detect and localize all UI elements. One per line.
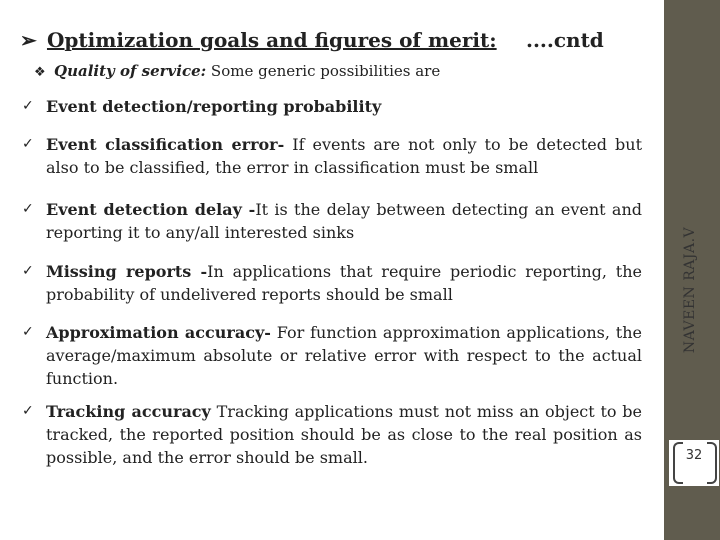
- checkmark-icon: ✓: [22, 263, 34, 279]
- checkmark-icon: ✓: [22, 201, 34, 217]
- checkmark-icon: ✓: [22, 403, 34, 419]
- checkmark-icon: ✓: [22, 98, 34, 114]
- list-item: [22, 95, 642, 118]
- list-item: [22, 400, 642, 469]
- list-item: [22, 133, 642, 179]
- diamond-bullet-icon: ❖: [34, 65, 46, 80]
- checkmark-icon: ✓: [22, 324, 34, 340]
- item-term: Event detection/reporting probability: [46, 97, 382, 116]
- subtitle-emphasis: Quality of service:: [54, 62, 207, 80]
- continued-label: ....cntd: [526, 28, 604, 52]
- item-term: Missing reports -: [46, 262, 208, 281]
- item-term: Approximation accuracy-: [46, 323, 271, 342]
- subtitle: [34, 62, 440, 80]
- item-term: Event classification error-: [46, 135, 285, 154]
- item-term: Event detection delay -: [46, 200, 256, 219]
- slide-title: [20, 28, 497, 52]
- arrow-bullet-icon: ➢: [20, 28, 37, 52]
- item-desc: Tracking applications must not miss an object to be tracked, the reported position should be as close to the real position as possible, and the error should be small.: [46, 402, 643, 467]
- item-term: Tracking accuracy: [46, 402, 211, 421]
- subtitle-text: Some generic possibilities are: [206, 62, 441, 80]
- list-item: [22, 321, 642, 390]
- item-desc: It is the delay between detecting an event and reporting it to any/all interested sinks: [46, 200, 642, 242]
- author-name: NAVEEN RAJA.V: [682, 226, 698, 354]
- list-item: [22, 198, 642, 244]
- item-desc: For function approximation applications, the average/maximum absolute or relative error with respect to the actual function.: [46, 323, 642, 388]
- page-number: 32: [685, 448, 703, 463]
- checkmark-icon: ✓: [22, 136, 34, 152]
- item-desc: In applications that require periodic reporting, the probability of undelivered reports should be small: [46, 262, 642, 304]
- item-desc: If events are not only to be detected but also to be classified, the error in classification must be small: [46, 135, 642, 177]
- list-item: [22, 260, 642, 306]
- title-text: Optimization goals and figures of merit:: [46, 28, 497, 52]
